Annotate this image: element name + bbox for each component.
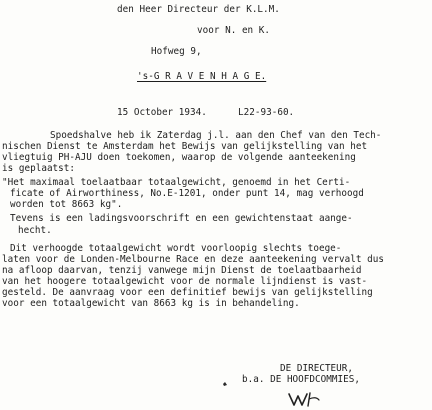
body-line: voor een totaalgewicht van 8663 kg is in behandeling.: [2, 298, 300, 309]
handwritten-signature-icon: [286, 390, 330, 408]
body-line: hecht.: [18, 225, 52, 236]
recipient-city: 's-G R A V E N H A G E.: [137, 71, 267, 82]
closing-title: DE DIRECTEUR,: [280, 363, 354, 374]
body-line: Spoedshalve heb ik Zaterdag j.l. aan den Chef van den Tech-: [50, 130, 382, 141]
recipient-department: voor N. en K.: [197, 25, 271, 36]
quoted-line: ficate of Airworthiness, No.E-1201, onder punt 14, mag verhoogd: [10, 188, 364, 199]
body-line: laten voor de Londen-Melbourne Race en deze aanteekening vervalt dus: [2, 254, 384, 265]
body-line: van het hoogere totaalgewicht voor de normale lijndienst is vast-: [2, 276, 368, 287]
body-line: Tevens is een ladingsvoorschrift en een gewichtenstaat aange-: [10, 213, 353, 224]
body-line: nischen Dienst te Amsterdam het Bewijs van gelijkstelling van het: [2, 141, 368, 152]
quoted-line: "Het maximaal toelaatbaar totaalgewicht, genoemd in het Certi-: [2, 177, 351, 188]
quoted-line: worden tot 8663 kg".: [10, 199, 123, 210]
recipient-street: Hofweg 9,: [151, 46, 202, 57]
closing-signatory: b.a. DE HOOFDCOMMIES,: [242, 374, 360, 385]
ink-mark-icon: [222, 381, 228, 387]
body-line: gesteld. De aanvraag voor een definitief bewijs van gelijkstelling: [2, 287, 373, 298]
body-line: vliegtuig PH-AJU doen toekomen, waarop de volgende aanteekening: [2, 152, 356, 163]
body-line: Dit verhoogde totaalgewicht wordt voorloopig slechts toege-: [10, 243, 342, 254]
reference-number: L22-93-60.: [238, 107, 295, 118]
body-line: na afloop daarvan, tenzij vanwege mijn Dienst de toelaatbaarheid: [2, 265, 362, 276]
letter-date: 15 October 1934.: [117, 107, 207, 118]
body-line: is geplaatst:: [2, 163, 76, 174]
recipient-line: den Heer Directeur der K.L.M.: [117, 4, 280, 15]
